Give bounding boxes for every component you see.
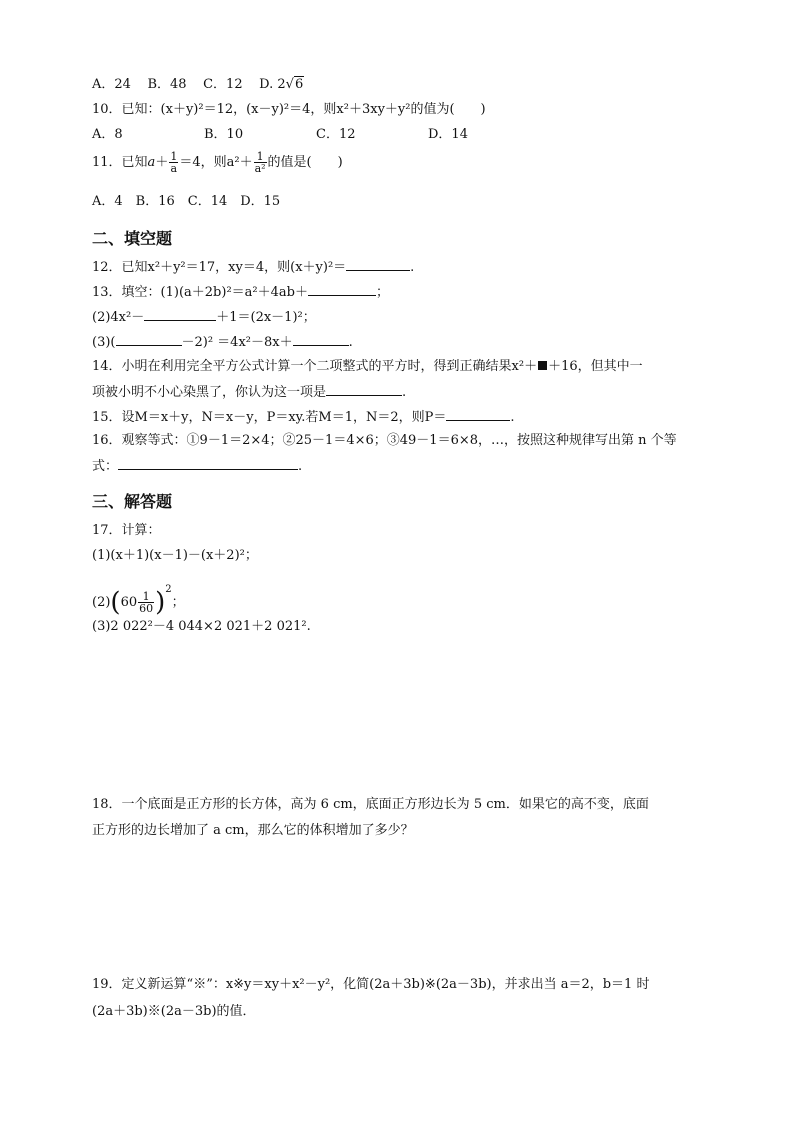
q14-line1: 14．小明在利用完全平方公式计算一个二项整式的平方时，得到正确结果x²＋ ＋16，但其中一 <box>92 359 643 374</box>
fraction-one-over-a-squared: $\frac{1}{\text{a²}}$ <box>254 150 266 175</box>
q9-options <box>92 76 304 94</box>
black-square-icon <box>538 361 547 370</box>
q9-option-a: A．24 <box>92 77 131 92</box>
answer-blank[interactable] <box>293 333 349 346</box>
q11-options: A．4 B．16 C．14 D．15 <box>92 194 281 209</box>
q10-stem: 10．已知：(x＋y)²＝12，(x－y)²＝4，则x²＋3xy＋y²的值为( ) <box>92 102 486 117</box>
q19-line1: 19．定义新运算“※”：x※y＝xy＋x²－y²，化简(2a＋3b)※(2a－3b)，并求出当 a＝2，b＝1 时 <box>92 977 650 992</box>
q12-stem: 12．已知x²＋y²＝17，xy＝4，则(x＋y)²＝ . <box>92 260 415 275</box>
sqrt-radicand: 6 <box>294 77 304 92</box>
section-fill-in-title: 二、填空题 <box>92 229 173 248</box>
q17-title: 17．计算： <box>92 523 161 538</box>
q14-line2: 项被小明不小心染黑了，你认为这一项是 . <box>92 385 407 400</box>
answer-blank[interactable] <box>308 283 376 296</box>
q17-part1: (1)(x＋1)(x－1)－(x＋2)²； <box>92 548 258 563</box>
q16-line1: 16．观察等式：①9－1＝2×4；②25－1＝4×6；③49－1＝6×8，…，按照这种规律写出第 n 个等 <box>92 433 677 448</box>
answer-blank[interactable] <box>326 383 402 396</box>
q15-stem: 15．设M＝x＋y，N＝x－y，P＝xy.若M＝1，N＝2，则P＝ . <box>92 410 515 425</box>
q18-line1: 18．一个底面是正方形的长方体，高为 6 cm，底面正方形边长为 5 cm．如果它的高不变，底面 <box>92 797 649 812</box>
q17-part3: (3)2 022²－4 044×2 021＋2 021². <box>92 619 311 634</box>
section-solve-title: 三、解答题 <box>92 492 173 511</box>
q17-part2: (2)(60 $\frac{1}{60}$ )$^2$； <box>92 584 185 618</box>
answer-blank[interactable] <box>116 333 182 346</box>
q13-part1: 13．填空：(1)(a＋2b)²＝a²＋4ab＋ ； <box>92 285 389 300</box>
q19-line2: (2a＋3b)※(2a－3b)的值． <box>92 1004 256 1019</box>
q10-options <box>92 126 468 144</box>
answer-blank[interactable] <box>346 258 410 271</box>
q13-part3: (3)( －2)² ＝4x²－8x＋ . <box>92 335 353 350</box>
q16-line2: 式： . <box>92 459 303 474</box>
q18-line2: 正方形的边长增加了 a cm，那么它的体积增加了多少？ <box>92 823 414 838</box>
fraction-one-over-a: $\frac{1}{a}$ <box>170 150 178 175</box>
q9-option-d: D. 2√6 <box>259 77 304 92</box>
q10-option-a: A．8 <box>92 127 123 142</box>
q9-option-b: B．48 <box>147 77 187 92</box>
fraction-one-over-sixty: $\frac{1}{60}$ <box>139 590 154 615</box>
q10-option-d: D．14 <box>428 127 468 142</box>
q10-option-c: C．12 <box>316 127 356 142</box>
answer-blank[interactable] <box>144 308 216 321</box>
answer-blank[interactable] <box>446 408 510 421</box>
q10-option-b: B．10 <box>204 127 244 142</box>
answer-blank[interactable] <box>118 457 298 470</box>
q9-option-c: C．12 <box>203 77 243 92</box>
q11-stem: 11．已知a＋ $\frac{1}{a}$ ＝4，则a²＋ $\frac{1}{\text{a²}}$ 的值是( ) <box>92 150 343 175</box>
q13-part2: (2)4x²－ ＋1＝(2x－1)²； <box>92 310 316 325</box>
